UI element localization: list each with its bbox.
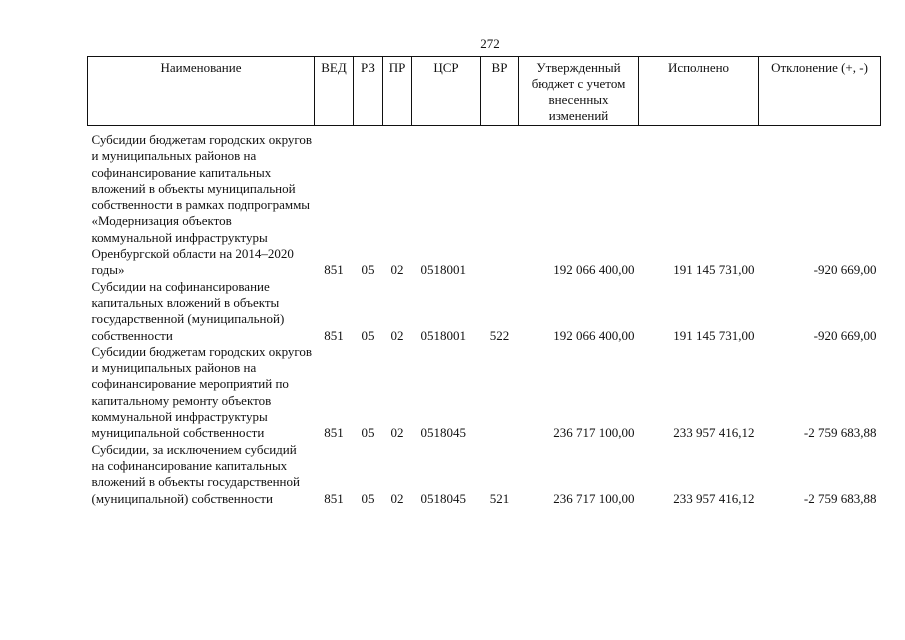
row-deviation: -920 669,00: [813, 327, 877, 343]
row-pr: 02: [390, 425, 404, 441]
row-approved: 236 717 100,00: [553, 425, 635, 441]
row-ved: 851: [324, 262, 344, 278]
row-deviation: -920 669,00: [813, 262, 877, 278]
row-name: Субсидии бюджетам городских округов и муниципальных районов на софинансирование мероприятий по капитальному ремонту объектов коммунальной инфраструктуры муниципальной собственности: [91, 343, 313, 441]
row-approved: 192 066 400,00: [553, 327, 635, 343]
row-pr: 02: [390, 327, 404, 343]
row-vr: [481, 132, 519, 279]
row-ved: 851: [324, 490, 344, 506]
row-vr: 522: [489, 327, 510, 343]
header-deviation: Отклонение (+, -): [759, 57, 881, 126]
table-header-row: [88, 57, 881, 126]
budget-table: [87, 56, 881, 507]
row-pr: 02: [390, 490, 404, 506]
row-csr: 0518001: [420, 262, 466, 278]
header-ved: ВЕД: [315, 57, 354, 126]
header-executed: Исполнено: [639, 57, 759, 126]
row-vr: [481, 344, 519, 442]
row-rz: 05: [361, 327, 375, 343]
header-csr: ЦСР: [412, 57, 481, 126]
row-ved: 851: [324, 425, 344, 441]
row-rz: 05: [361, 425, 375, 441]
row-rz: 05: [361, 490, 375, 506]
row-csr: 0518045: [420, 425, 466, 441]
row-executed: 191 145 731,00: [673, 262, 755, 278]
row-executed: 233 957 416,12: [673, 425, 755, 441]
row-csr: 0518045: [420, 490, 466, 506]
row-name: Субсидии, за исключением субсидий на софинансирование капитальных вложений в объекты государственной (муниципальной) собственности: [91, 441, 300, 506]
row-deviation: -2 759 683,88: [803, 490, 877, 506]
table-row: [88, 279, 881, 344]
row-ved: 851: [324, 327, 344, 343]
row-executed: 233 957 416,12: [673, 490, 755, 506]
header-rz: РЗ: [354, 57, 383, 126]
header-vr: ВР: [481, 57, 519, 126]
row-name: Субсидии на софинансирование капитальных вложений в объекты государственной (муниципальной) собственности: [91, 278, 285, 343]
table-row: [88, 442, 881, 507]
row-rz: 05: [361, 262, 375, 278]
table-row: [88, 132, 881, 279]
header-name: Наименование: [88, 57, 315, 126]
page-number: 272: [480, 36, 500, 51]
row-approved: 192 066 400,00: [553, 262, 635, 278]
row-name: Субсидии бюджетам городских округов и муниципальных районов на софинансирование капитальных вложений в объекты муниципальной собственности в рамках подпрограммы «Модернизация объектов коммунальной инфраструктуры Оренбургской области на 2014–2020 годы»: [91, 132, 313, 278]
row-csr: 0518001: [420, 327, 466, 343]
row-vr: 521: [489, 490, 510, 506]
table-row: [88, 344, 881, 442]
header-pr: ПР: [383, 57, 412, 126]
row-executed: 191 145 731,00: [673, 327, 755, 343]
header-approved: Утвержденный бюджет с учетом внесенных изменений: [519, 57, 639, 126]
row-approved: 236 717 100,00: [553, 490, 635, 506]
row-pr: 02: [390, 262, 404, 278]
row-deviation: -2 759 683,88: [803, 425, 877, 441]
